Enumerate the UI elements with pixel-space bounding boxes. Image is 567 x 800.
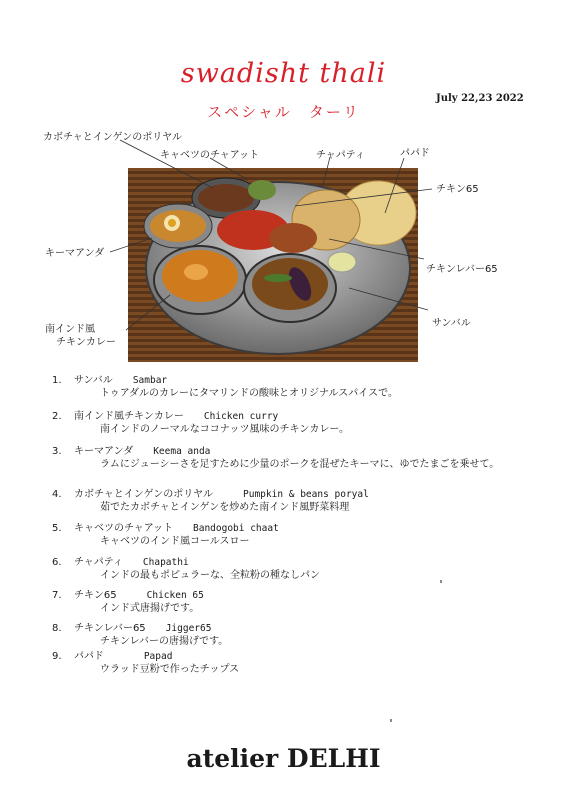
dish-description: 南インドのノーマルなココナッツ風味のチキンカレー。 <box>100 424 349 435</box>
dish-description: チキンレバーの唐揚げです。 <box>100 636 229 647</box>
scan-speck <box>390 719 392 722</box>
label-south-curry-2: チキンカレー <box>56 337 116 348</box>
menu-item: 7. チキン65 Chicken 65 インド式唐揚げです。 <box>52 590 204 614</box>
dish-description: インド式唐揚げです。 <box>100 603 200 614</box>
dish-name-en: Keema anda <box>153 446 211 457</box>
dish-name-jp: カボチャとインゲンのポリヤル <box>74 489 213 500</box>
dish-name-jp: パパド <box>74 651 104 662</box>
dish-name-jp: チキンレバー65 <box>74 623 146 634</box>
label-pumpkin: カボチャとインゲンのポリヤル <box>43 132 182 143</box>
dish-name-jp: 南インド風チキンカレー <box>74 411 184 422</box>
label-keema: キーマアンダ <box>45 248 105 259</box>
dish-name-en: Jigger65 <box>165 623 212 634</box>
dish-description: ウラッド豆粉で作ったチップス <box>100 664 240 675</box>
label-papad: パパド <box>400 148 430 159</box>
menu-item: 2. 南インド風チキンカレー Chicken curry 南インドのノーマルなココナッツ風味のチキンカレー。 <box>52 411 349 435</box>
dish-name-en: Chicken curry <box>203 411 279 422</box>
dish-name-jp: チキン65 <box>74 590 117 601</box>
menu-item: 5. キャベツのチャアット Bandogobi chaat キャベツのインド風コールスロー <box>52 523 279 547</box>
dish-description: キャベツのインド風コールスロー <box>100 536 250 547</box>
menu-title: swadisht thali <box>180 58 387 89</box>
label-sambar: サンバル <box>432 318 471 329</box>
menu-item: 3. キーマアンダ Keema anda ラムにジューシーさを足すために少量のポークを混ぜたキーマに、ゆでたまごを乗せて。 <box>52 446 500 470</box>
dish-name-en: Pumpkin & beans poryal <box>243 489 369 500</box>
scan-speck <box>440 580 442 583</box>
label-liver: チキンレバー65 <box>426 264 498 275</box>
dish-description: トゥアダルのカレーにタマリンドの酸味とオリジナルスパイスで。 <box>100 388 398 399</box>
label-chicken65: チキン65 <box>436 184 479 195</box>
dish-name-en: Papad <box>143 651 173 662</box>
dish-description: インドの最もポピュラーな、全粒粉の種なしパン <box>100 570 320 581</box>
restaurant-name: atelier DELHI <box>186 744 381 773</box>
dish-name-en: Bandogobi chaat <box>193 523 279 534</box>
dish-description: 茹でたカボチャとインゲンを炒めた南インド風野菜料理 <box>100 502 350 513</box>
dish-name-jp: キャベツのチャアット <box>74 523 173 534</box>
dish-description: ラムにジューシーさを足すために少量のポークを混ぜたキーマに、ゆでたまごを乗せて。 <box>100 459 500 470</box>
event-date: July 22,23 2022 <box>436 93 524 104</box>
menu-item: 6. チャパティ Chapathi インドの最もポピュラーな、全粒粉の種なしパン <box>52 557 320 581</box>
label-south-curry-1: 南インド風 <box>45 324 95 335</box>
dish-name-jp: キーマアンダ <box>74 446 134 457</box>
dish-name-jp: サンバル <box>74 375 113 386</box>
menu-item: 1. サンバル Sambar トゥアダルのカレーにタマリンドの酸味とオリジナルスパイスで。 <box>52 375 398 399</box>
dish-name-jp: チャパティ <box>74 557 123 568</box>
dish-name-en: Chicken 65 <box>146 590 204 601</box>
menu-item: 8. チキンレバー65 Jigger65 チキンレバーの唐揚げです。 <box>52 623 229 647</box>
menu-item: 4. カボチャとインゲンのポリヤル Pumpkin & beans poryal 茹でたカボチャとインゲンを炒めた南インド風野菜料理 <box>52 489 369 513</box>
label-cabbage: キャベツのチャアット <box>160 150 259 161</box>
dish-name-en: Sambar <box>132 375 168 386</box>
dish-name-en: Chapathi <box>142 557 189 568</box>
menu-item: 9. パパド Papad ウラッド豆粉で作ったチップス <box>52 651 240 675</box>
label-chapati: チャパティ <box>316 150 365 161</box>
menu-subtitle: スペシャル ターリ <box>207 103 360 121</box>
